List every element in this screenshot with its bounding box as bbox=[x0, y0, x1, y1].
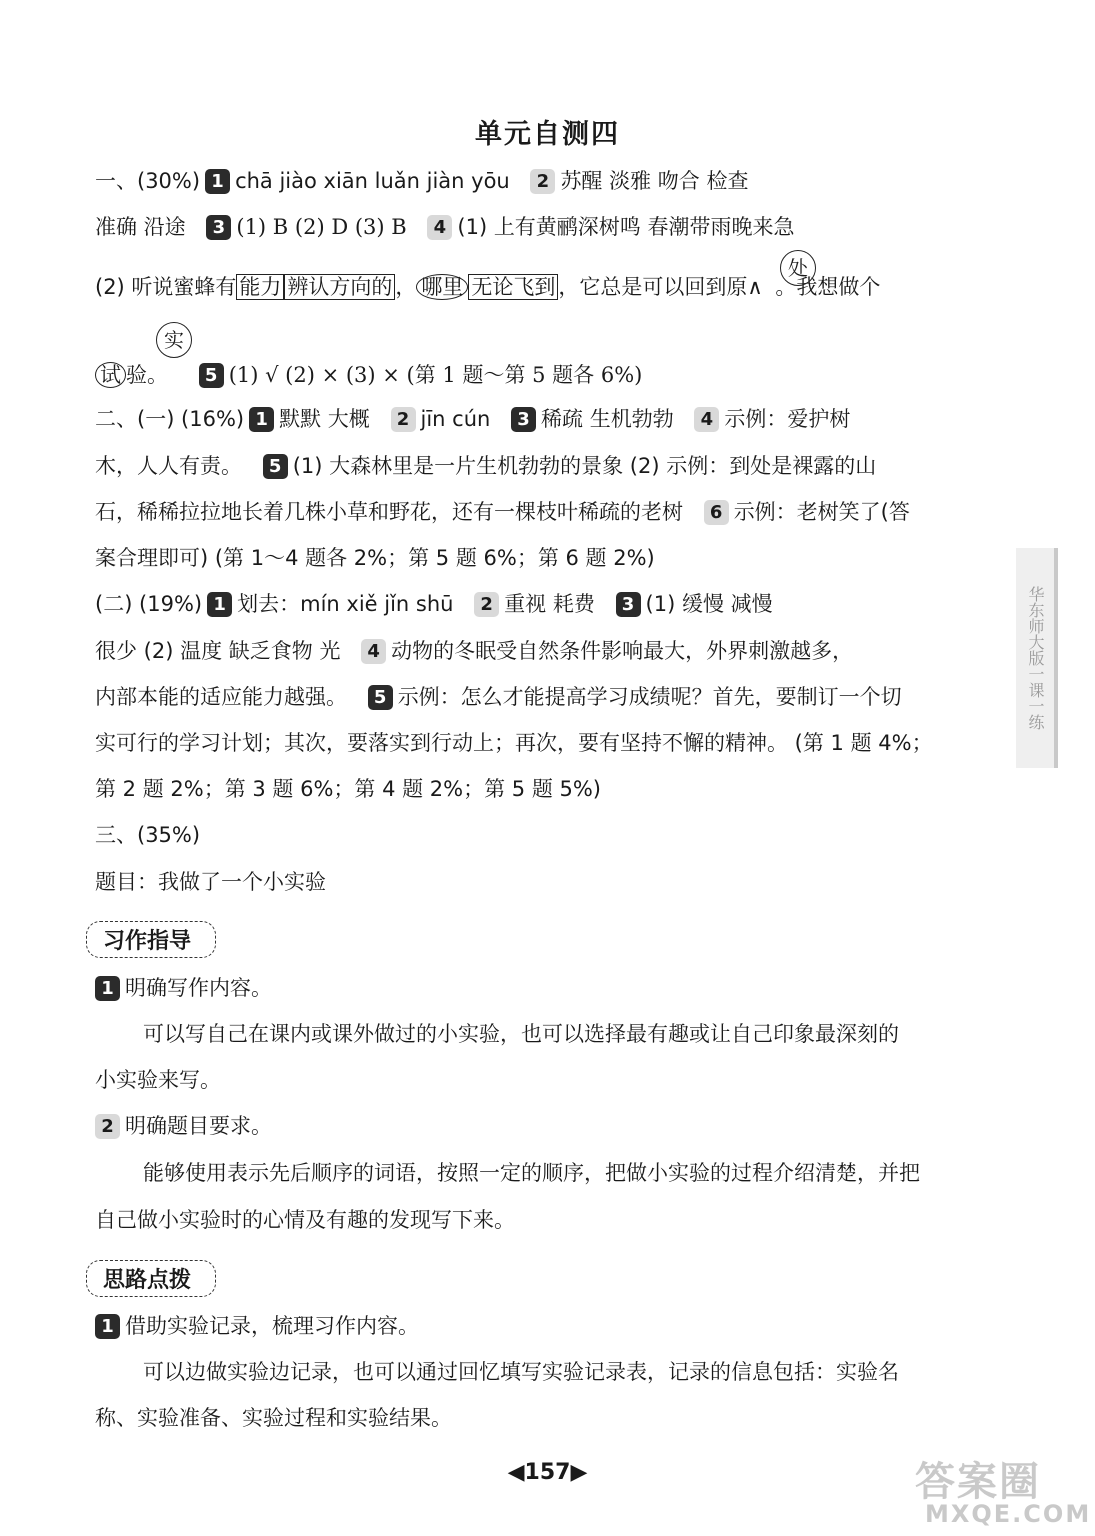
s2-line-7 bbox=[95, 682, 902, 712]
side-tab: 华东师大版一课一练 bbox=[1016, 548, 1058, 768]
guide-item-text: 明确题目要求。 bbox=[125, 1114, 272, 1138]
s3-heading: 三、(35%) bbox=[95, 823, 201, 847]
hint-paragraph: 可以边做实验边记录，也可以通过回忆填写实验记录表，记录的信息包括：实验名 bbox=[143, 1360, 899, 1384]
answer: 示例：老树笑了(答 bbox=[733, 500, 910, 524]
judge-answers: (1) √ (2) × (3) × (第 1 题～第 5 题各 6%) bbox=[228, 363, 643, 387]
s2-line-3 bbox=[95, 497, 910, 527]
answer: 示例：爱护树 bbox=[724, 407, 851, 431]
poem-answers: (1) 上有黄鹂深树鸣 春潮带雨晚来急 bbox=[457, 215, 795, 239]
q-number-5: 5 bbox=[263, 454, 288, 479]
answer: 很少 (2) 温度 缺乏食物 光 bbox=[95, 639, 341, 663]
answer: 木，人人有责。 bbox=[95, 454, 242, 478]
s2-line-6 bbox=[95, 636, 853, 666]
s2-line-9: 第 2 题 2%；第 3 题 6%；第 4 题 2%；第 5 题 5%) bbox=[95, 777, 601, 801]
guide-item-1 bbox=[95, 973, 272, 1003]
insert-mark: ∧ bbox=[747, 275, 763, 299]
circled-word: 哪里 bbox=[416, 274, 468, 300]
q-number-2: 2 bbox=[530, 169, 555, 194]
s1-heading: 一、(30%) bbox=[95, 169, 201, 193]
answer: 石，稀稀拉拉地长着几株小草和野花，还有一棵枝叶稀疏的老树 bbox=[95, 500, 683, 524]
q-number-3: 3 bbox=[206, 215, 231, 240]
q-number-1: 1 bbox=[249, 407, 274, 432]
answer: 动物的冬眠受自然条件影响最大，外界刺激越多， bbox=[391, 639, 854, 663]
boxed-phrase: 辨认方向的 bbox=[284, 274, 395, 300]
word-answers: 苏醒 淡雅 吻合 检查 bbox=[560, 169, 749, 193]
q-number-3: 3 bbox=[511, 407, 536, 432]
s2-line-8: 实可行的学习计划；其次，要落实到行动上；再次，要有坚持不懈的精神。 (第 1 题 4%； bbox=[95, 731, 933, 755]
sentence-text: 验。 bbox=[126, 363, 168, 387]
watermark-url: MXQE.COM bbox=[925, 1500, 1092, 1528]
answer: (1) 大森林里是一片生机勃勃的景象 (2) 示例：到处是裸露的山 bbox=[292, 454, 877, 478]
answer: 稀疏 生机勃勃 bbox=[541, 407, 674, 431]
guide-paragraph: 小实验来写。 bbox=[95, 1068, 221, 1092]
s1-line-1 bbox=[95, 166, 748, 196]
circled-char: 试 bbox=[95, 362, 126, 388]
q-number-2: 2 bbox=[474, 592, 499, 617]
s2-subheading: (二) (19%) bbox=[95, 592, 203, 616]
watermark-logo: 答案圈 bbox=[915, 1459, 1041, 1505]
q-number-4: 4 bbox=[694, 407, 719, 432]
correction-mark: 实 bbox=[156, 322, 192, 358]
q-number-6: 6 bbox=[704, 500, 729, 525]
guide-item-2 bbox=[95, 1111, 272, 1141]
q-number-1: 1 bbox=[95, 1314, 120, 1339]
page-title: 单元自测四 bbox=[475, 119, 620, 150]
page-number: ◀157▶ bbox=[507, 1460, 588, 1485]
hint-section-label: 思路点拨 bbox=[86, 1260, 216, 1297]
q-number-2: 2 bbox=[391, 407, 416, 432]
answer: 重视 耗费 bbox=[504, 592, 595, 616]
answer: 内部本能的适应能力越强。 bbox=[95, 685, 347, 709]
guide-paragraph: 自己做小实验时的心情及有趣的发现写下来。 bbox=[95, 1208, 515, 1232]
guide-section-label: 习作指导 bbox=[86, 921, 216, 958]
guide-paragraph: 可以写自己在课内或课外做过的小实验，也可以选择最有趣或让自己印象最深刻的 bbox=[143, 1022, 899, 1046]
s2-heading: 二、(一) (16%) bbox=[95, 407, 245, 431]
s1-line-3 bbox=[95, 272, 880, 302]
boxed-phrase: 无论飞到 bbox=[468, 274, 558, 300]
q-number-4: 4 bbox=[361, 639, 386, 664]
essay-topic: 题目：我做了一个小实验 bbox=[95, 870, 326, 894]
choice-answers: (1) B (2) D (3) B bbox=[236, 215, 407, 239]
answer: (1) 缓慢 减慢 bbox=[645, 592, 773, 616]
hint-paragraph: 称、实验准备、实验过程和实验结果。 bbox=[95, 1406, 452, 1430]
word-answers-b: 准确 沿途 bbox=[95, 215, 186, 239]
pinyin-answers: chā jiào xiān luǎn jiàn yōu bbox=[235, 169, 510, 193]
q-number-5: 5 bbox=[368, 685, 393, 710]
pinyin-answer: jīn cún bbox=[420, 407, 491, 431]
sentence-text: (2) 听说蜜蜂有 bbox=[95, 275, 237, 299]
s2-line-2 bbox=[95, 451, 876, 481]
q-number-1: 1 bbox=[95, 976, 120, 1001]
boxed-word: 能力 bbox=[236, 274, 284, 300]
q-number-1: 1 bbox=[207, 592, 232, 617]
hint-item-text: 借助实验记录，梳理习作内容。 bbox=[125, 1314, 419, 1338]
s1-line-4 bbox=[95, 360, 642, 390]
q-number-3: 3 bbox=[616, 592, 641, 617]
guide-paragraph: 能够使用表示先后顺序的词语，按照一定的顺序，把做小实验的过程介绍清楚，并把 bbox=[143, 1161, 920, 1185]
s1-line-2 bbox=[95, 212, 795, 242]
answer: 默默 大概 bbox=[279, 407, 370, 431]
q-number-1: 1 bbox=[205, 169, 230, 194]
q-number-4: 4 bbox=[427, 215, 452, 240]
sentence-text: ， bbox=[395, 275, 417, 299]
s2-line-1 bbox=[95, 404, 850, 434]
s2-line-4: 案合理即可) (第 1～4 题各 2%；第 5 题 6%；第 6 题 2%) bbox=[95, 546, 655, 570]
correction-mark: 处 bbox=[780, 250, 816, 286]
guide-item-text: 明确写作内容。 bbox=[125, 976, 272, 1000]
sentence-text: ，它总是可以回到原 bbox=[558, 275, 748, 299]
hint-item-1 bbox=[95, 1311, 419, 1341]
sentence-text: 。我想做个 bbox=[775, 275, 881, 299]
s2-line-5 bbox=[95, 589, 773, 619]
answer: 示例：怎么才能提高学习成绩呢？首先，要制订一个切 bbox=[397, 685, 902, 709]
q-number-5: 5 bbox=[199, 363, 224, 388]
answer: 划去：mín xiě jǐn shū bbox=[237, 592, 454, 616]
q-number-2: 2 bbox=[95, 1114, 120, 1139]
